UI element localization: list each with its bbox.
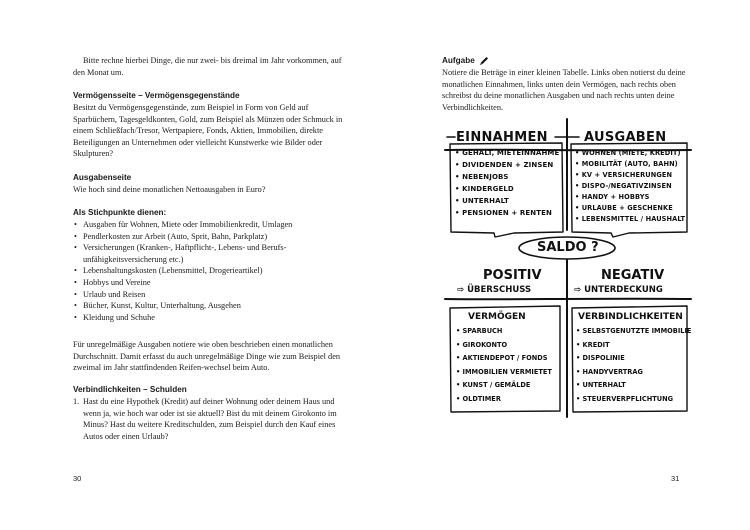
list-item: • SPARBUCH <box>456 325 552 339</box>
saldo-sketch <box>443 115 693 425</box>
vermoegensseite-text: Besitzt du Vermögensgegenstände, zum Beispiel in Form von Geld auf Sparbüchern, Tagesgeldkonten, Gold, zum Beispiel als Münzen oder Schmuck in einem Schließfach/Tresor, Wertpapiere, Fonds, Aktien, Immobilien, direkte Beteiligungen an Unternehmen oder vielleicht Kunstwerke wie Bilder oder Skulpturen? <box>73 103 343 159</box>
list-item: • LEBENSMITTEL / HAUSHALT <box>575 214 685 225</box>
list-item: • Urlaub und Reisen <box>73 289 343 301</box>
ausgaben-title: AUSGABEN <box>584 130 667 145</box>
vermoegen-title: VERMÖGEN <box>468 312 526 322</box>
heading-ausgabenseite: Ausgabenseite <box>73 173 132 182</box>
vermoegen-list <box>456 325 552 407</box>
list-item: • GIROKONTO <box>456 339 552 353</box>
list-item: • KV + VERSICHERUNGEN <box>575 170 685 181</box>
negativ-label: NEGATIV <box>601 268 665 283</box>
positiv-label: POSITIV <box>483 268 542 283</box>
task-heading: Aufgabe <box>442 56 475 65</box>
einnahmen-title: EINNAHMEN <box>456 130 548 145</box>
list-item: • IMMOBILIEN VERMIETET <box>456 366 552 380</box>
list-item: • Bücher, Kunst, Kultur, Unterhaltung, Ausgehen <box>73 300 343 312</box>
intro-paragraph: Bitte rechne hierbei Dinge, die nur zwei- bis dreimal im Jahr vorkommen, auf den Monat um. <box>73 56 342 77</box>
list-item: • SELBSTGENUTZTE IMMOBILIE <box>576 325 691 339</box>
list-item-text: Hast du eine Hypothek (Kredit) auf deiner Wohnung oder deinem Haus und wenn ja, wie hoch war oder ist sie aktuell? Bist du mit deinem Girokonto im Minus? Hast du weitere Kreditschulden, zum Beispiel durch den Kauf eines Autos oder einen Urlaub? <box>83 397 337 441</box>
list-item: • UNTERHALT <box>576 379 691 393</box>
list-item: • Versicherungen (Kranken-, Haftpflicht-, Lebens- und Berufs-unfähigkeitsversicherung etc.) <box>73 242 343 265</box>
page-number-right: 31 <box>671 474 680 483</box>
heading-vermoegensseite: Vermögensseite – Vermögensgegenstände <box>73 91 240 100</box>
task-text: Notiere die Beträge in einer kleinen Tabelle. Links oben notierst du deine monatlichen Einnahmen, links unten dein Vermögen, nach rechts oben schreibst du deine monatlichen Ausgaben und nach rechts unten deine Verbindlichkeiten. <box>442 68 686 112</box>
positiv-sub-label: ÜBERSCHUSS <box>467 285 532 295</box>
verbindlichkeiten-list <box>576 325 691 407</box>
verbindlichkeiten-list <box>73 396 343 442</box>
list-item: • Lebenshaltungskosten (Lebensmittel, Drogerieartikel) <box>73 265 343 277</box>
task-heading-row <box>442 55 489 67</box>
right-page <box>375 0 750 530</box>
list-item: • HANDY + HOBBYS <box>575 192 685 203</box>
positiv-sub-row <box>457 285 531 295</box>
list-number: 1. <box>73 397 80 406</box>
unregelmaessige-ausgaben-paragraph: Für unregelmäßige Ausgaben notiere wie oben beschrieben einen monatlichen Durchschnitt. Damit erfasst du auch unregelmäßige Dinge wie zum Beispiel den zweimal im Jahr stattfindenden Reifen-wechsel beim Auto. <box>73 340 341 373</box>
list-item: • DIVIDENDEN + ZINSEN <box>455 160 559 172</box>
verbindlichkeiten-title: VERBINDLICHKEITEN <box>578 312 683 322</box>
ausgaben-list <box>575 148 685 225</box>
arrow-right-icon: ⇨ <box>457 285 465 295</box>
heading-verbindlichkeiten: Verbindlichkeiten – Schulden <box>73 385 187 394</box>
arrow-right-icon: ⇨ <box>574 285 582 295</box>
einnahmen-list <box>455 148 559 219</box>
list-item <box>73 396 343 442</box>
negativ-sub-row <box>574 285 663 295</box>
list-item: • KINDERGELD <box>455 184 559 196</box>
list-item: • UNTERHALT <box>455 196 559 208</box>
ausgabenseite-text: Wie hoch sind deine monatlichen Nettoausgaben in Euro? <box>73 185 266 194</box>
list-item: • URLAUBE + GESCHENKE <box>575 203 685 214</box>
list-item: • KREDIT <box>576 339 691 353</box>
list-item: • STEUERVERPFLICHTUNG <box>576 393 691 407</box>
negativ-sub-label: UNTERDECKUNG <box>584 285 663 295</box>
list-item: • PENSIONEN + RENTEN <box>455 208 559 220</box>
saldo-label: SALDO ? <box>537 240 599 255</box>
list-item: • KUNST / GEMÄLDE <box>456 379 552 393</box>
list-item: • Ausgaben für Wohnen, Miete oder Immobilienkredit, Umlagen <box>73 219 343 231</box>
list-item: • AKTIENDEPOT / FONDS <box>456 352 552 366</box>
list-item: • NEBENJOBS <box>455 172 559 184</box>
heading-stichpunkte: Als Stichpunkte dienen: <box>73 208 167 217</box>
list-item: • Pendlerkosten zur Arbeit (Auto, Sprit, Bahn, Parkplatz) <box>73 231 343 243</box>
list-item: • HANDYVERTRAG <box>576 366 691 380</box>
list-item: • WOHNEN (MIETE, KREDIT) <box>575 148 685 159</box>
pencil-icon <box>479 56 489 66</box>
list-item: • GEHALT, MIETEINNAHME <box>455 148 559 160</box>
list-item: • MOBILITÄT (AUTO, BAHN) <box>575 159 685 170</box>
list-item: • DISPO-/NEGATIVZINSEN <box>575 181 685 192</box>
page-number-left: 30 <box>73 474 82 483</box>
list-item: • DISPOLINIE <box>576 352 691 366</box>
list-item: • Hobbys und Vereine <box>73 277 343 289</box>
list-item: • OLDTIMER <box>456 393 552 407</box>
stichpunkte-list <box>73 219 343 323</box>
list-item: • Kleidung und Schuhe <box>73 312 343 324</box>
